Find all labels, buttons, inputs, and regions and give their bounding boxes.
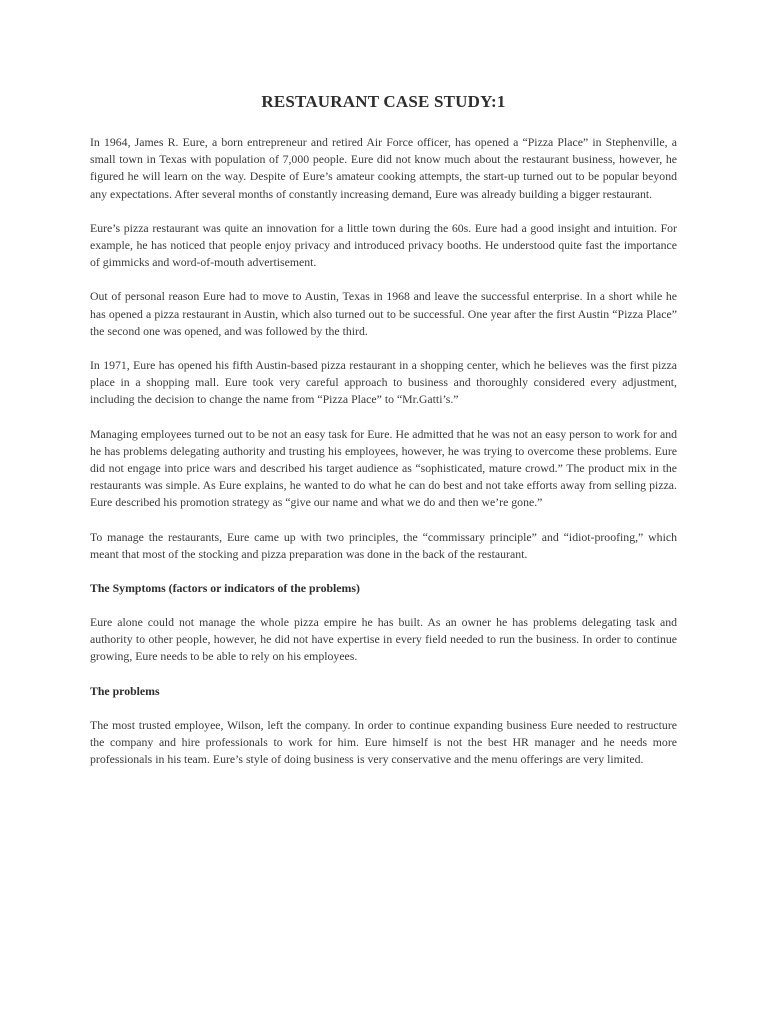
problems-paragraph: The most trusted employee, Wilson, left the company. In order to continue expanding business Eure needed to restructure the company and hire professionals to work for him. Eure himself is not the best HR manager and he needs more professionals in his team. Eure’s style of doing business is very conservative and the menu offerings are very limited. (90, 717, 677, 767)
paragraph-innovation: Eure’s pizza restaurant was quite an innovation for a little town during the 60s. Eure had a good insight and intuition. For example, he has noticed that people enjoy privacy and introduced privacy booths. He understood quite fast the importance of gimmicks and word-of-mouth advertisement. (90, 220, 677, 270)
paragraph-principles: To manage the restaurants, Eure came up with two principles, the “commissary principle” and “idiot-proofing,” which meant that most of the stocking and pizza preparation was done in the back of the restaurant. (90, 529, 677, 561)
paragraph-austin: Out of personal reason Eure had to move to Austin, Texas in 1968 and leave the successful enterprise. In a short while he has opened a pizza restaurant in Austin, which also turned out to be successful. One year after the first Austin “Pizza Place” the second one was opened, and was followed by the third. (90, 289, 677, 338)
document-title: RESTAURANT CASE STUDY:1 (261, 92, 506, 111)
paragraph-history: In 1964, James R. Eure, a born entrepreneur and retired Air Force officer, has opened a “Pizza Place” in Stephenville, a small town in Texas with population of 7,000 people. Eure did not know much about the restaurant business, however, he figured he will learn on the way. Despite of Eure’s amateur cooking attempts, the start-up turned out to be popular beyond any expectations. After several months of constantly increasing demand, Eure was already building a bigger restaurant. (90, 135, 677, 201)
paragraph-managing-employees: Managing employees turned out to be not an easy task for Eure. He admitted that he was not an easy person to work for and he has problems delegating authority and trusting his employees, however, he was trying to overcome these problems. Eure did not engage into price wars and described his target audience as “sophisticated, mature crowd.” The product mix in the restaurants was simple. As Eure explains, he wanted to do what he can do best and not take efforts away from selling pizza. Eure described his promotion strategy as “give our name and what we do and then we’re gone.” (90, 426, 677, 510)
symptoms-heading: The Symptoms (factors or indicators of the problems) (90, 581, 360, 596)
symptoms-paragraph: Eure alone could not manage the whole pizza empire he has built. As an owner he has problems delegating task and authority to other people, however, he did not have expertise in every field needed to run the business. In order to continue growing, Eure needs to be able to rely on his employees. (90, 615, 677, 664)
paragraph-1971: In 1971, Eure has opened his fifth Austin-based pizza restaurant in a shopping center, which he believes was the first pizza place in a shopping mall. Eure took very careful approach to business and thoroughly considered every adjustment, including the decision to change the name from “Pizza Place” to “Mr.Gatti’s.” (90, 358, 677, 407)
problems-heading: The problems (90, 683, 160, 698)
document-page (90, 92, 677, 785)
